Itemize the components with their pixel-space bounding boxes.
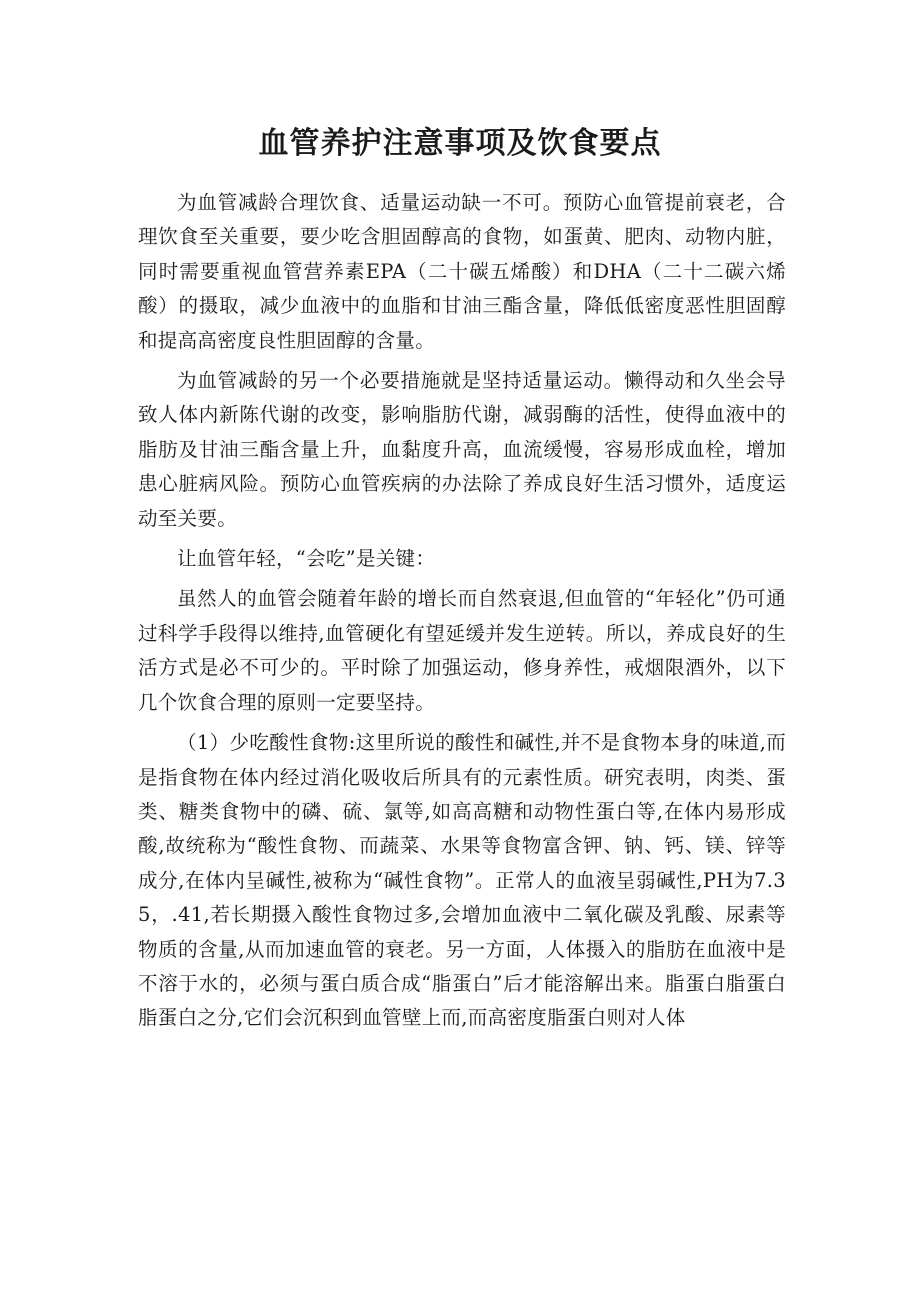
document-body <box>138 186 786 1042</box>
paragraph-blood-vessel-aging: 虽然人的血管会随着年龄的增长而自然衰退,但血管的“年轻化”仍可通过科学手段得以维持,血管硬化有望延缓并发生逆转。所以，养成良好的生活方式是必不可少的。平时除了加强运动，修身养性，戒烟限酒外，以下几个饮食合理的原则一定要坚持。 <box>138 587 786 714</box>
paragraph-acidic-food: （1）少吃酸性食物:这里所说的酸性和碱性,并不是食物本身的味道,而是指食物在体内经过消化吸收后所具有的元素性质。研究表明，肉类、蛋类、糖类食物中的磷、硫、氯等,如高高糖和动物性蛋白等,在体内易形成酸,故统称为“酸性食物、而蔬菜、水果等食物富含钾、钠、钙、镁、锌等成分,在体内呈碱性,被称为“碱性食物”。正常人的血液呈弱碱性,PH为7.35，.41,若长期摄入酸性食物过多,会增加血液中二氧化碳及乳酸、尿素等物质的含量,从而加速血管的衰老。另一方面，人体摄入的脂肪在血液中是不溶于水的，必须与蛋白质合成“脂蛋白”后才能溶解出来。脂蛋白脂蛋白脂蛋白之分,它们会沉积到血管壁上而,而高密度脂蛋白则对人体 <box>138 731 786 1030</box>
paragraph-eat-key: 让血管年轻，“会吃”是关键： <box>177 547 436 571</box>
paragraph-diet-intro: 为血管减龄合理饮食、适量运动缺一不可。预防心血管提前衰老，合理饮食至关重要，要少吃含胆固醇高的食物，如蛋黄、肥肉、动物内脏，同时需要重视血管营养素EPA（二十碳五烯酸）和DHA（二十二碳六烯酸）的摄取，减少血液中的血脂和甘油三酯含量，降低低密度恶性胆固醇和提高高密度良性胆固醇的含量。 <box>138 191 786 352</box>
document-title: 血管养护注意事项及饮食要点 <box>258 126 662 161</box>
paragraph-exercise: 为血管减龄的另一个必要措施就是坚持适量运动。懒得动和久坐会导致人体内新陈代谢的改变，影响脂肪代谢，减弱酶的活性，使得血液中的脂肪及甘油三酯含量上升，血黏度升高，血流缓慢，容易形成血栓，增加患心脏病风险。预防心血管疾病的办法除了养成良好生活习惯外，适度运动至关要。 <box>138 369 786 530</box>
